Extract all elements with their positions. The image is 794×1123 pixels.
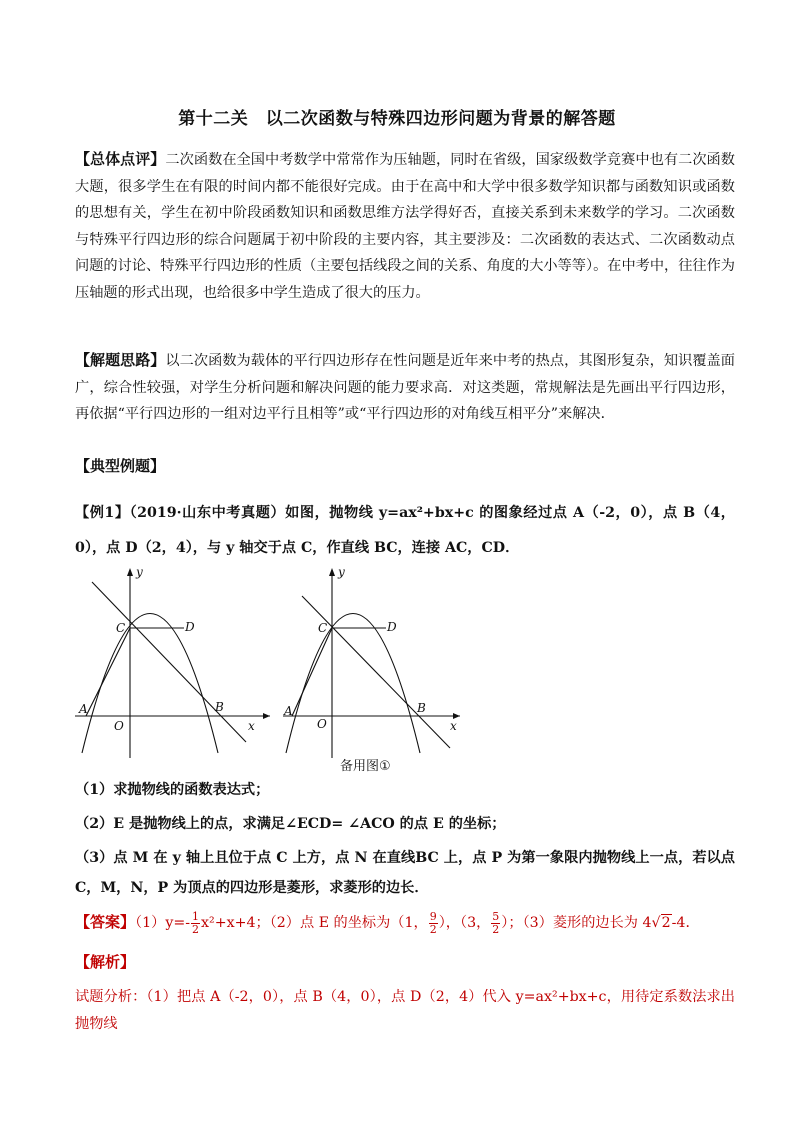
label-y-1: y xyxy=(136,565,143,579)
approach-text: 以二次函数为载体的平行四边形存在性问题是近年来中考的热点，其图形复杂，知识覆盖面广，综合性较强，对学生分析问题和解决问题的能力要求高．对这类题，常规解法是先画出平行四边形，再依据“平行四边形的一组对边平行且相等”或“平行四边形的对角线互相平分”来解决． xyxy=(75,353,735,422)
y-axis-arrow-2 xyxy=(329,568,335,576)
label-a-2: A xyxy=(284,704,293,718)
sqrt-sign: √ xyxy=(651,915,661,931)
label-c-1: C xyxy=(116,621,126,635)
label-b-1: B xyxy=(215,700,224,714)
x-axis-arrow-1 xyxy=(263,713,270,719)
question-3: （3）点 M 在 y 轴上且位于点 C 上方，点 N 在直线BC 上，点 P 为第一象限内抛物线上一点，若以点 C，M，N，P 为顶点的四边形是菱形，求菱形的边长． xyxy=(75,850,735,896)
segment-ac-2 xyxy=(292,628,332,716)
fraction-1 xyxy=(191,911,200,936)
question-1: （1）求抛物线的函数表达式； xyxy=(75,782,270,798)
overview-tag: 【总体点评】 xyxy=(75,150,166,168)
label-y-2: y xyxy=(338,565,345,579)
fraction-3 xyxy=(491,911,500,936)
line-bc-1 xyxy=(92,582,246,742)
fraction-3-numerator: 5 xyxy=(492,909,500,923)
label-d-2: D xyxy=(387,620,397,634)
fraction-2-numerator: 9 xyxy=(429,909,437,923)
section-title: 【典型例题】 xyxy=(75,457,166,475)
fraction-2-denominator: 2 xyxy=(429,922,437,936)
sqrt-radicand: 2 xyxy=(661,915,671,931)
figure-2-labels xyxy=(283,565,457,733)
segment-ac-1 xyxy=(86,628,130,716)
label-c-2: C xyxy=(318,621,328,635)
label-o-1: O xyxy=(114,719,124,733)
answer-line xyxy=(75,907,735,938)
answer-part-5: -4． xyxy=(671,915,700,931)
answer-part-2: x²+x+4；（2）点 E 的坐标为（1， xyxy=(201,915,428,931)
example-statement: 【例1】（2019·山东中考真题）如图，抛物线 y=ax²+bx+c 的图象经过点 A（-2，0），点 B（4，0），点 D（2，4），与 y 轴交于点 C，作直线 BC，连接 AC，CD． xyxy=(75,505,735,556)
label-x-1: x xyxy=(248,719,255,733)
label-b-2: B xyxy=(417,701,426,715)
y-axis-arrow-1 xyxy=(127,568,133,576)
label-x-2: x xyxy=(450,719,457,733)
answer-tag: 【答案】 xyxy=(75,913,136,931)
page-title: 第十二关 以二次函数与特殊四边形问题为背景的解答题 xyxy=(178,109,616,129)
label-o-2: O xyxy=(317,717,327,731)
parabola-figures xyxy=(70,558,490,778)
overview-paragraph xyxy=(75,146,735,306)
fraction-2 xyxy=(429,911,438,936)
figure-1-labels xyxy=(78,565,255,733)
analysis-text: 试题分析：（1）把点 A（-2，0），点 B（4，0），点 D（2，4）代入 y=ax²+bx+c，用待定系数法求出抛物线 xyxy=(75,989,735,1032)
fraction-1-denominator: 2 xyxy=(192,922,200,936)
overview-text: 二次函数在全国中考数学中常常作为压轴题，同时在省级，国家级数学竞赛中也有二次函数大题，很多学生在有限的时间内都不能很好完成。由于在高中和大学中很多数学知识都与函数知识或函数的思想有关，学生在初中阶段函数知识和函数思维方法学得好否，直接关系到未来数学的学习。二次函数与特殊平行四边形的综合问题属于初中阶段的主要内容，其主要涉及：二次函数的表达式、二次函数动点问题的讨论、特殊平行四边形的性质（主要包括线段之间的关系、角度的大小等等）。在中考中，往往作为压轴题的形式出现，也给很多中学生造成了很大的压力。 xyxy=(75,152,735,301)
analysis-tag: 【解析】 xyxy=(75,953,136,971)
question-2: （2）E 是抛物线上的点，求满足∠ECD= ∠ACO 的点 E 的坐标； xyxy=(75,816,506,832)
approach-paragraph xyxy=(75,347,735,428)
figure-2 xyxy=(283,568,460,758)
label-d-1: D xyxy=(185,620,195,634)
label-a-1: A xyxy=(79,702,88,716)
answer-part-4: ）；（3）菱形的边长为 4 xyxy=(501,915,652,931)
answer-part-1: （1）y=- xyxy=(135,915,191,931)
figure-caption: 备用图① xyxy=(340,759,391,774)
answer-part-3: ），（3， xyxy=(438,915,491,931)
fraction-3-denominator: 2 xyxy=(492,922,500,936)
figure-1 xyxy=(75,568,270,758)
approach-tag: 【解题思路】 xyxy=(75,351,166,369)
parabola-2 xyxy=(286,614,420,754)
fraction-1-numerator: 1 xyxy=(192,909,200,923)
